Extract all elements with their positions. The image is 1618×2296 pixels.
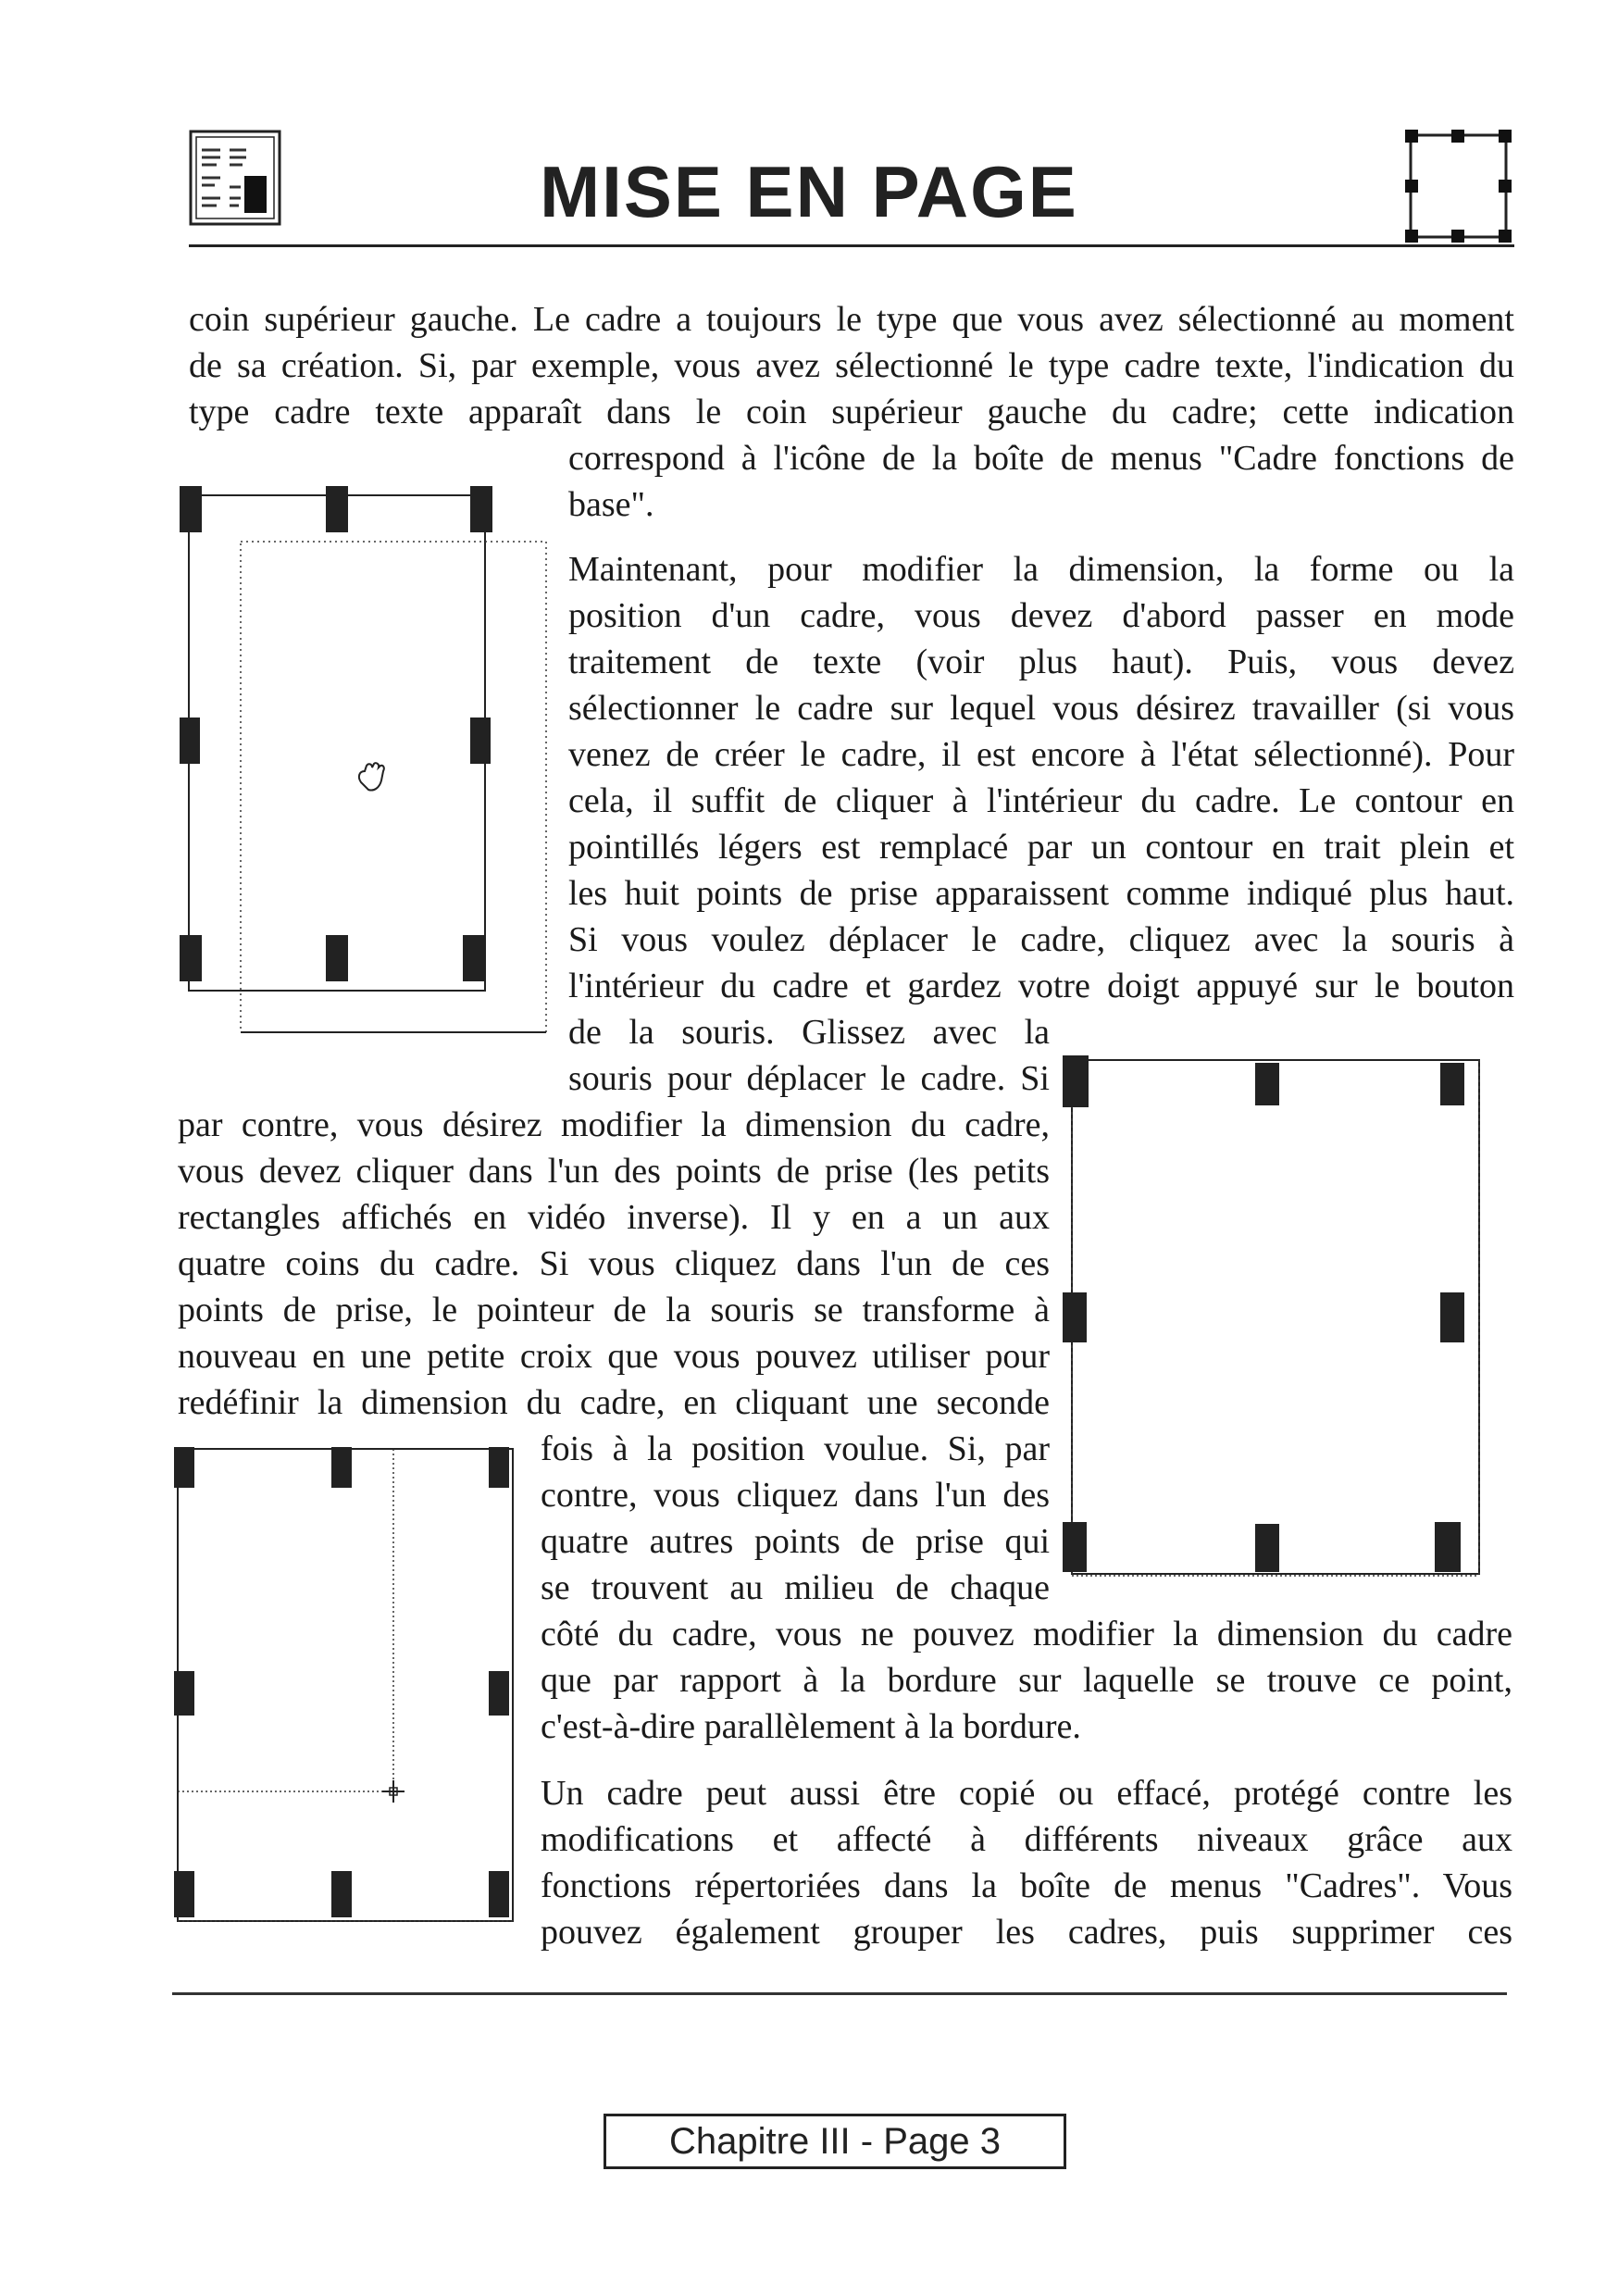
body-text-line: vous devez cliquer dans l'un des points de prise (les petits: [178, 1152, 1050, 1191]
body-text-line: Si vous voulez déplacer le cadre, cliquez avec la souris à: [568, 920, 1514, 959]
body-text-line: souris pour déplacer le cadre. Si: [568, 1059, 1050, 1098]
body-text-line: redéfinir la dimension du cadre, en cliquant une seconde: [178, 1383, 1050, 1422]
body-text-line: base".: [568, 485, 654, 524]
body-text-line: que par rapport à la bordure sur laquelle se trouve ce point,: [541, 1661, 1512, 1700]
page-title: MISE EN PAGE: [540, 151, 1078, 232]
move-frame-figure: [176, 486, 555, 1051]
body-text-line: quatre autres points de prise qui: [541, 1522, 1050, 1561]
body-text-line: modifications et affecté à différents niveaux grâce aux: [541, 1820, 1512, 1859]
page-number: Chapitre III - Page 3: [604, 2114, 1066, 2169]
body-text-line: Maintenant, pour modifier la dimension, la forme ou la: [568, 550, 1514, 589]
body-text-line: quatre coins du cadre. Si vous cliquez dans l'un de ces: [178, 1244, 1050, 1283]
body-text-line: se trouvent au milieu de chaque: [541, 1568, 1050, 1607]
body-text-line: les huit points de prise apparaissent comme indiqué plus haut.: [568, 874, 1514, 913]
selected-frame-figure: [1063, 1055, 1488, 1583]
body-text-line: points de prise, le pointeur de la souris se transforme à: [178, 1291, 1050, 1329]
resize-frame-figure: [167, 1440, 528, 1935]
frame-handles-icon: [1405, 130, 1512, 243]
hand-cursor-icon: [359, 763, 384, 790]
body-text-line: traitement de texte (voir plus haut). Puis, vous devez: [568, 643, 1514, 681]
body-text-line: cela, il suffit de cliquer à l'intérieur du cadre. Le contour en: [568, 781, 1514, 820]
body-text-line: rectangles affichés en vidéo inverse). Il y en a un aux: [178, 1198, 1050, 1237]
body-text-line: sélectionner le cadre sur lequel vous désirez travailler (si vous: [568, 689, 1514, 728]
body-text-line: fois à la position voulue. Si, par: [541, 1429, 1050, 1468]
body-text-line: contre, vous cliquez dans l'un des: [541, 1476, 1050, 1515]
body-text-line: pointillés légers est remplacé par un contour en trait plein et: [568, 828, 1514, 867]
body-text-line: de la souris. Glissez avec la: [568, 1013, 1050, 1052]
body-text-line: coin supérieur gauche. Le cadre a toujours le type que vous avez sélectionné au moment: [189, 300, 1514, 339]
body-text-line: l'intérieur du cadre et gardez votre doigt appuyé sur le bouton: [568, 967, 1514, 1005]
footer-rule: [172, 1992, 1507, 1995]
body-text-line: c'est-à-dire parallèlement à la bordure.: [541, 1707, 1081, 1746]
body-text-line: fonctions répertoriées dans la boîte de menus "Cadres". Vous: [541, 1866, 1512, 1905]
body-text-line: côté du cadre, vous ne pouvez modifier la dimension du cadre: [541, 1615, 1512, 1653]
body-text-line: correspond à l'icône de la boîte de menus "Cadre fonctions de: [568, 439, 1514, 478]
body-text-line: position d'un cadre, vous devez d'abord passer en mode: [568, 596, 1514, 635]
body-text-line: de sa création. Si, par exemple, vous avez sélectionné le type cadre texte, l'indication du: [189, 346, 1514, 385]
body-text-line: type cadre texte apparaît dans le coin supérieur gauche du cadre; cette indication: [189, 393, 1514, 431]
crosshair-cursor-icon: [382, 1780, 404, 1803]
body-text-line: par contre, vous désirez modifier la dimension du cadre,: [178, 1105, 1050, 1144]
body-text-line: pouvez également grouper les cadres, puis supprimer ces: [541, 1913, 1512, 1952]
body-text-line: Un cadre peut aussi être copié ou effacé, protégé contre les: [541, 1774, 1512, 1813]
header-rule: [189, 244, 1514, 247]
body-text-line: nouveau en une petite croix que vous pouvez utiliser pour: [178, 1337, 1050, 1376]
body-text-line: venez de créer le cadre, il est encore à l'état sélectionné). Pour: [568, 735, 1514, 774]
